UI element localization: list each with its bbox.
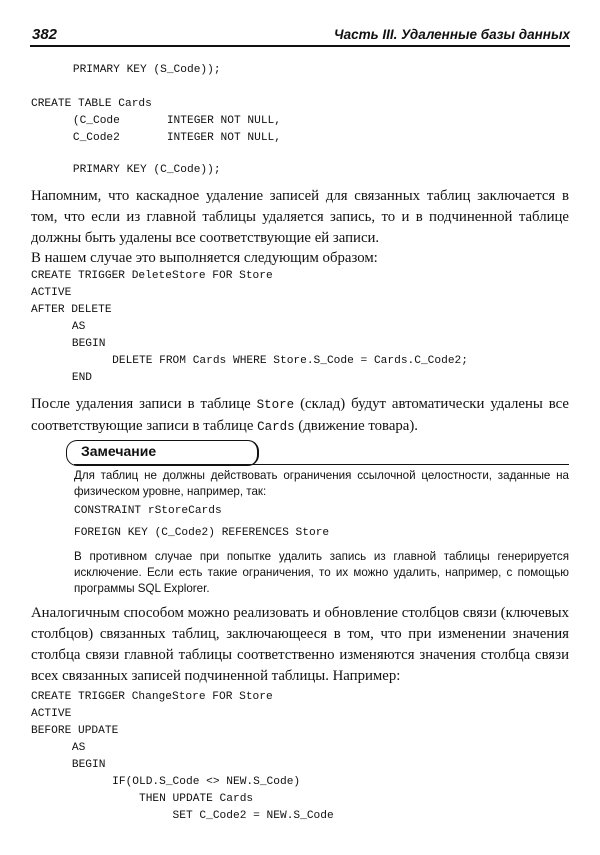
paragraph-update-cascade: Аналогичным способом можно реализовать и обновление столбцов связи (ключевых столбцов) связанных таблиц, заключающееся в том, что при изменении значения столбца связи главной таблицы соответственно изменяются значения столбца связи всех связанных записей подчиненной таблицы. Например: — [31, 605, 569, 684]
code-line: SET C_Code2 = NEW.S_Code — [45, 810, 334, 822]
inline-code-cards: Cards — [257, 420, 295, 434]
note-text-1: Для таблиц не должны действовать ограничения ссылочной целостности, заданные на физическом уровне, например, так: — [74, 469, 569, 498]
paragraph-intro-trigger: В нашем случае это выполняется следующим образом: — [31, 250, 378, 266]
header-rule — [30, 45, 570, 47]
code-line: BEFORE UPDATE — [31, 725, 119, 737]
code-line: DELETE FROM Cards WHERE Store.S_Code = Cards.C_Code2; — [45, 355, 468, 367]
paragraph-cascade-delete: Напомним, что каскадное удаление записей для связанных таблиц заключается в том, что если из главной таблицы удаляется запись, то и в подчиненной таблице должны быть удалены все соответствующие ей записи. — [31, 188, 569, 246]
code-line: IF(OLD.S_Code <> NEW.S_Code) — [45, 776, 301, 788]
code-line: AS — [45, 321, 86, 333]
code-line: CREATE TABLE Cards — [31, 98, 152, 110]
code-line: END — [45, 372, 92, 384]
note-divider — [74, 464, 569, 465]
note-label-box — [66, 440, 259, 466]
code-line: CREATE TRIGGER DeleteStore FOR Store — [31, 270, 273, 282]
code-line: CREATE TRIGGER ChangeStore FOR Store — [31, 691, 273, 703]
code-line: BEGIN — [45, 338, 106, 350]
inline-code-store: Store — [256, 398, 295, 412]
note-code-line: CONSTRAINT rStoreCards — [74, 505, 222, 517]
note-label: Замечание — [81, 443, 157, 459]
code-line: (C_Code INTEGER NOT NULL, — [46, 115, 281, 127]
note-code-line: FOREIGN KEY (C_Code2) REFERENCES Store — [74, 527, 330, 539]
code-line: PRIMARY KEY (C_Code)); — [46, 164, 221, 176]
page-number: 382 — [32, 26, 58, 43]
code-line: THEN UPDATE Cards — [45, 793, 254, 805]
section-title: Часть III. Удаленные базы данных — [334, 27, 570, 42]
code-line: PRIMARY KEY (S_Code)); — [46, 64, 221, 76]
code-line: BEGIN — [45, 759, 106, 771]
code-line: AS — [45, 742, 86, 754]
code-line: ACTIVE — [31, 708, 72, 720]
page-header — [30, 26, 570, 46]
code-line: AFTER DELETE — [31, 304, 112, 316]
note-text-2: В противном случае при попытке удалить запись из главной таблицы генерируется исключение. Если есть такие ограничения, то их можно удалить, например, с помощью программы SQL Explorer. — [74, 550, 569, 595]
code-line: C_Code2 INTEGER NOT NULL, — [46, 132, 281, 144]
code-line: ACTIVE — [31, 287, 72, 299]
paragraph-after-delete: После удаления записи в таблице Store (склад) будут автоматически удалены все соответствующие записи в таблице Cards (движение товара). — [31, 396, 569, 434]
